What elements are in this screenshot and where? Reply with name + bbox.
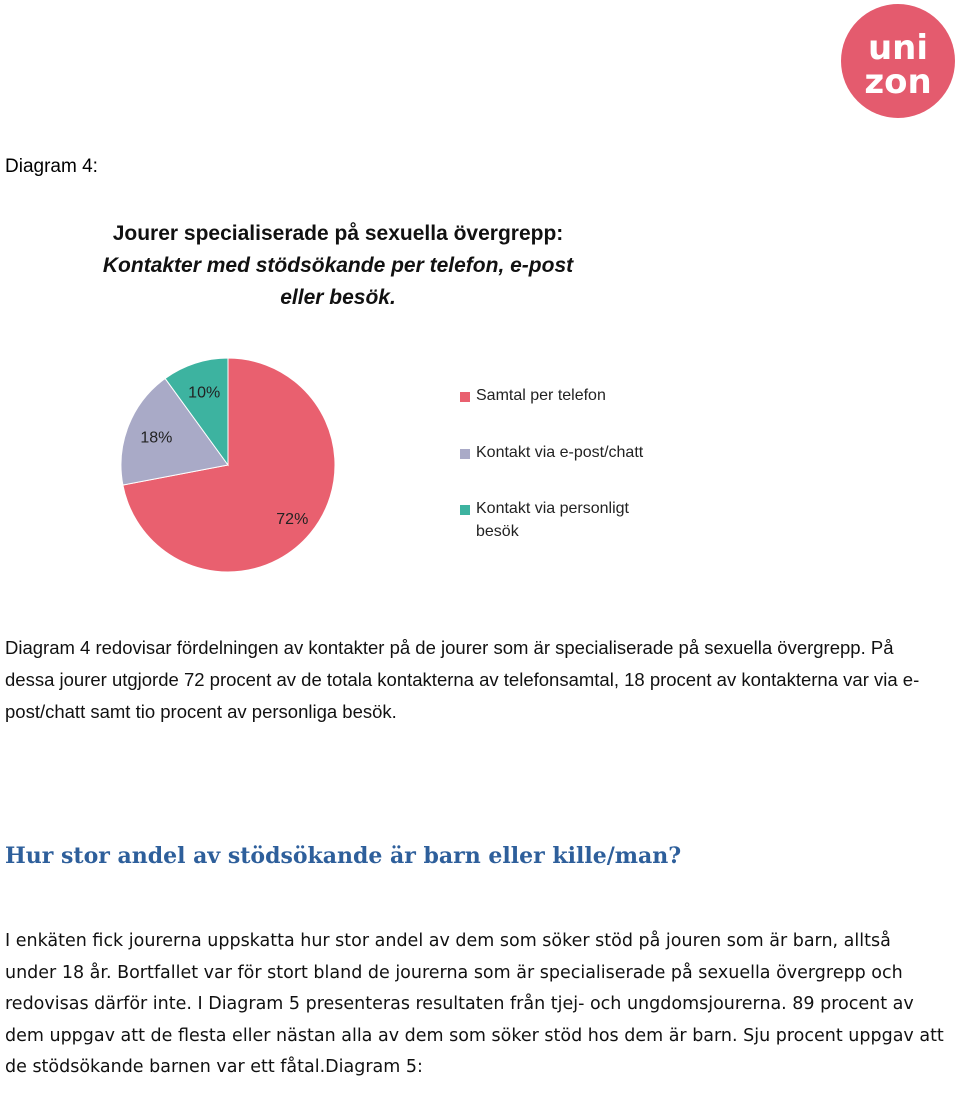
chart-title-line-1: Jourer specialiserade på sexuella övergrepp:: [112, 222, 564, 245]
unizon-logo-mark: [840, 3, 956, 119]
logo-text-line1: uni: [867, 28, 929, 68]
pie-chart: [100, 340, 360, 600]
legend-swatch-telefon: [460, 392, 470, 402]
legend-label-besok: Kontakt via personligt besök: [476, 500, 629, 540]
legend-label-telefon: Samtal per telefon: [476, 387, 606, 404]
paragraph-diagram-4: Diagram 4 redovisar fördelningen av kontakter på de jourer som är specialiserade på sexuella övergrepp. På dessa jourer utgjorde 72 procent av de totala kontakterna av telefonsamtal, 18 procent av kontakterna var via e-post/chatt samt tio procent av personliga besök.: [5, 637, 920, 722]
chart-title-line-3: eller besök.: [280, 286, 396, 309]
unizon-logo: [840, 3, 956, 119]
pie-svg: [100, 340, 360, 600]
diagram-label: Diagram 4:: [5, 156, 98, 177]
paragraph-barn: I enkäten fick jourerna uppskatta hur stor andel av dem som söker stöd på jouren som är barn, alltså under 18 år. Bortfallet var för stort bland de jourerna som är specialiserade på sexuella övergrepp och redovisas därför inte. I Diagram 5 presenteras resultaten från tjej- och ungdomsjourerna. 89 procent av dem uppgav att de flesta eller nästan alla av dem som söker stöd hos dem är barn. Sju procent uppgav att de stödsökande barnen var ett fåtal.Diagram 5:: [5, 931, 944, 1077]
section-heading: Hur stor andel av stödsökande är barn eller kille/man?: [5, 843, 682, 869]
chart-title: [78, 218, 598, 314]
legend-swatch-epost: [460, 449, 470, 459]
pie-label-besok: 10%: [188, 384, 221, 402]
legend-label-epost: Kontakt via e-post/chatt: [476, 444, 644, 461]
pie-label-telefon: 72%: [276, 511, 309, 529]
chart-title-line-2: Kontakter med stödsökande per telefon, e-post: [102, 254, 574, 277]
logo-text-line2: zon: [864, 62, 932, 102]
legend-swatch-besok: [460, 505, 470, 515]
pie-label-epost: 18%: [140, 429, 173, 447]
